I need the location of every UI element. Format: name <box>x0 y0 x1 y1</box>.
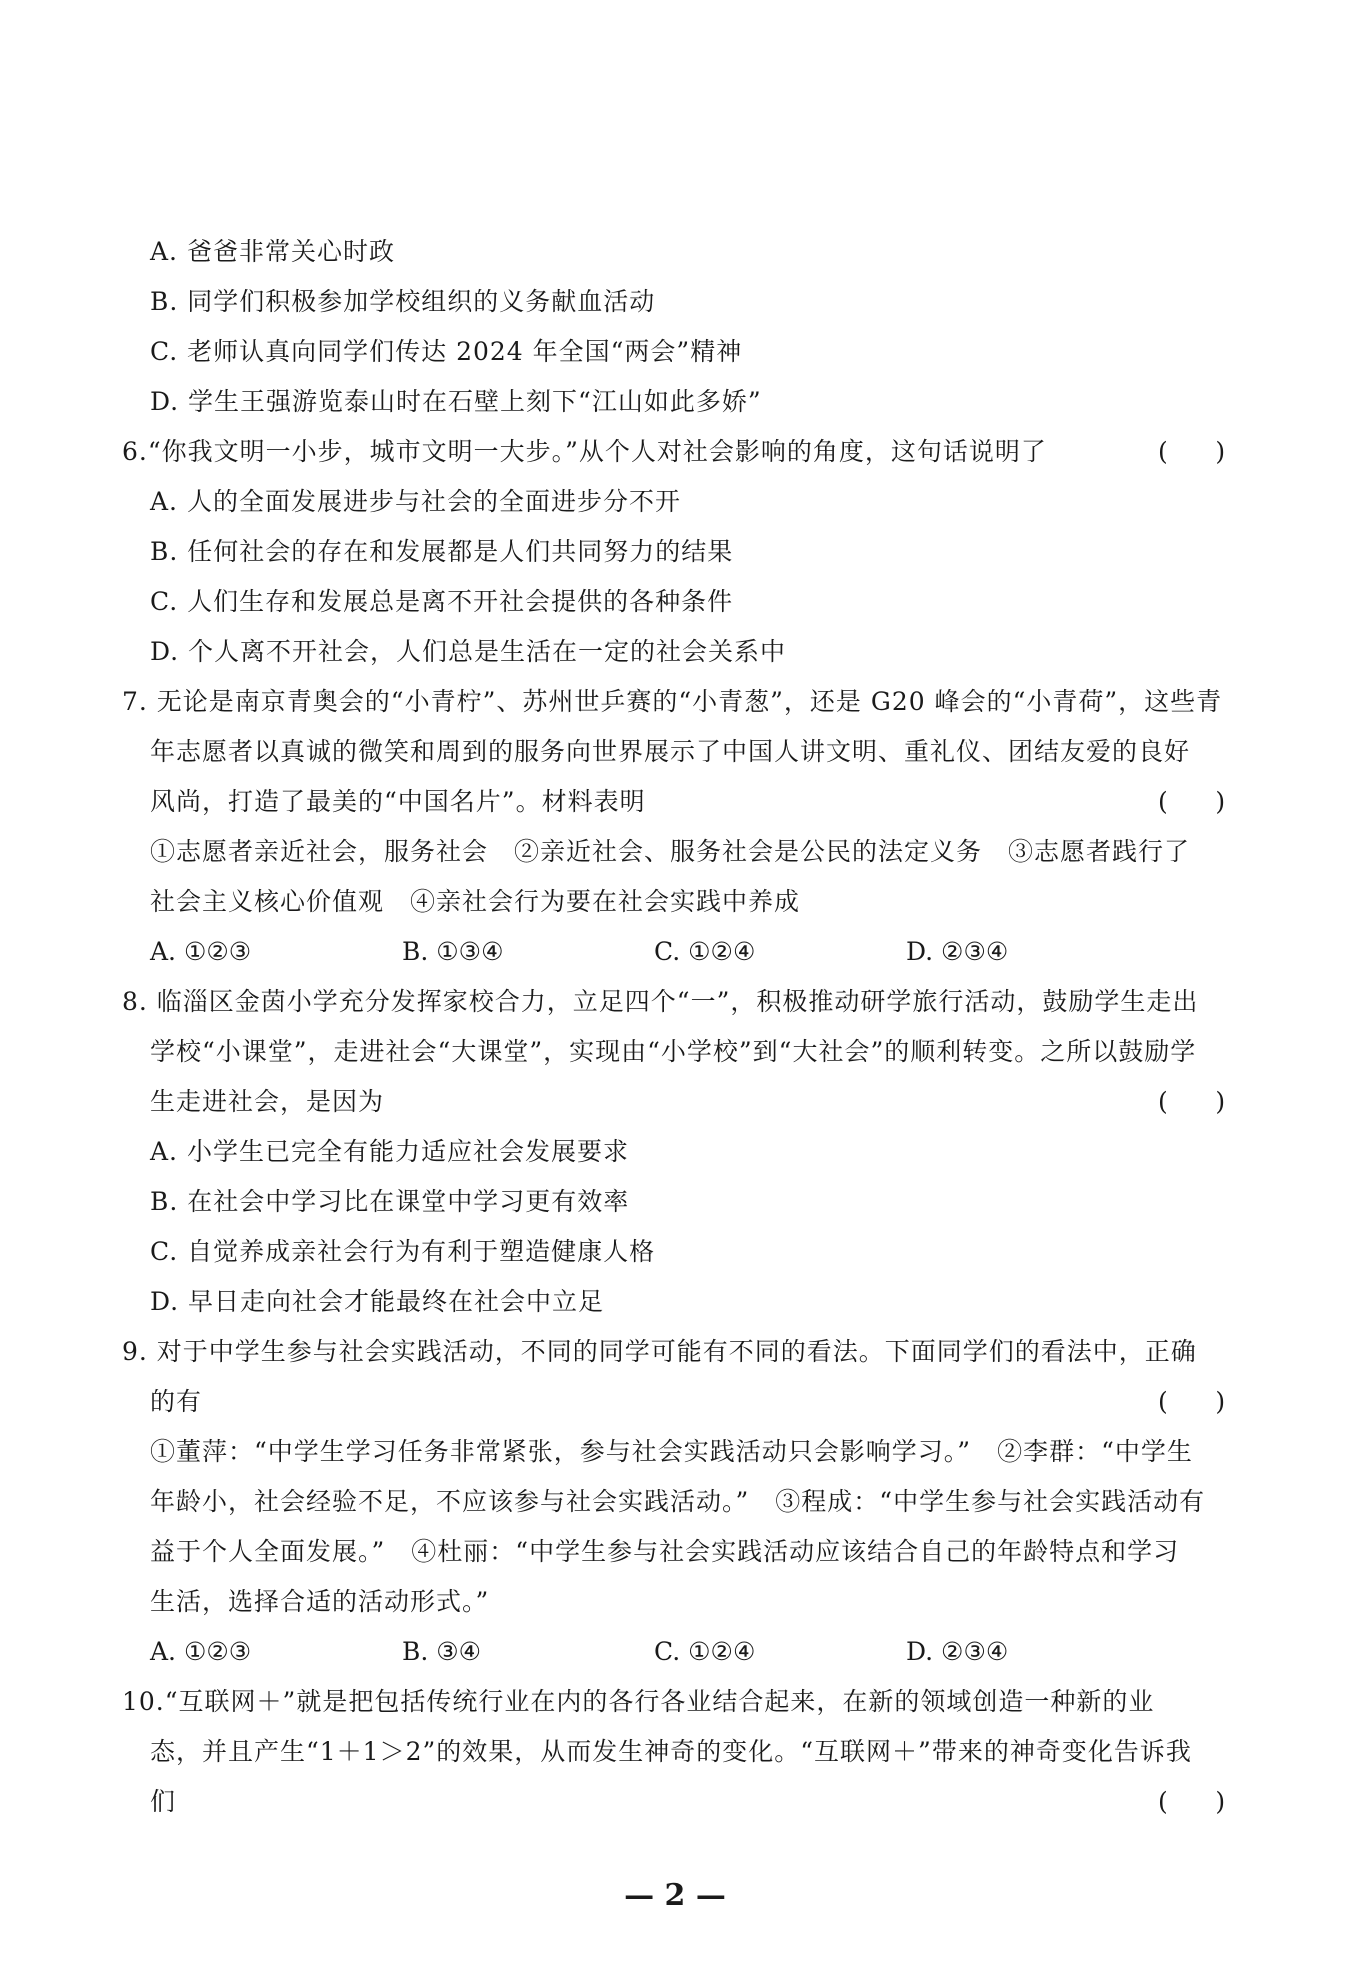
q10-answer-paren: ( ) <box>1158 1787 1226 1816</box>
q9-items-line-1: ①董萍：“中学生学习任务非常紧张，参与社会实践活动只会影响学习。” ②李群：“中学生 <box>150 1437 1193 1466</box>
q6-stem: 6.“你我文明一小步，城市文明一大步。”从个人对社会影响的角度，这句话说明了 <box>122 437 1047 466</box>
q6-option-d: D. 个人离不开社会，人们总是生活在一定的社会关系中 <box>150 637 787 666</box>
q7-option-b: B. ①③④ <box>402 937 504 966</box>
q7-option-a: A. ①②③ <box>150 937 252 966</box>
q7-stem-line-1: 7. 无论是南京青奥会的“小青柠”、苏州世乒赛的“小青葱”，还是 G20 峰会的“小青荷”，这些青 <box>122 687 1223 716</box>
q7-items-line-2: 社会主义核心价值观 ④亲社会行为要在社会实践中养成 <box>150 887 801 916</box>
q8-option-a: A. 小学生已完全有能力适应社会发展要求 <box>150 1137 629 1166</box>
q6-option-c: C. 人们生存和发展总是离不开社会提供的各种条件 <box>150 587 734 616</box>
q8-stem-line-2: 学校“小课堂”，走进社会“大课堂”，实现由“小学校”到“大社会”的顺利转变。之所以鼓励学 <box>150 1037 1197 1066</box>
q9-answer-paren: ( ) <box>1158 1387 1226 1416</box>
q6-answer-paren: ( ) <box>1158 437 1226 466</box>
q6-option-a: A. 人的全面发展进步与社会的全面进步分不开 <box>150 487 681 516</box>
q9-option-c: C. ①②④ <box>654 1637 756 1666</box>
q6-option-b: B. 任何社会的存在和发展都是人们共同努力的结果 <box>150 537 734 566</box>
q9-option-a: A. ①②③ <box>150 1637 252 1666</box>
q8-option-b: B. 在社会中学习比在课堂中学习更有效率 <box>150 1187 630 1216</box>
q10-stem-line-3: 们 <box>150 1787 177 1816</box>
page-number: — 2 — <box>624 1878 726 1913</box>
q5-option-d: D. 学生王强游览泰山时在石壁上刻下“江山如此多娇” <box>150 387 762 416</box>
q9-items-line-2: 年龄小，社会经验不足，不应该参与社会实践活动。” ③程成：“中学生参与社会实践活动有 <box>150 1487 1206 1516</box>
q5-option-c: C. 老师认真向同学们传达 2024 年全国“两会”精神 <box>150 337 743 366</box>
q10-stem-line-2: 态，并且产生“1＋1＞2”的效果，从而发生神奇的变化。“互联网＋”带来的神奇变化告诉我 <box>150 1737 1192 1766</box>
q8-option-c: C. 自觉养成亲社会行为有利于塑造健康人格 <box>150 1237 656 1266</box>
q7-stem-line-2: 年志愿者以真诚的微笑和周到的服务向世界展示了中国人讲文明、重礼仪、团结友爱的良好 <box>150 737 1191 766</box>
q8-option-d: D. 早日走向社会才能最终在社会中立足 <box>150 1287 605 1316</box>
q7-option-c: C. ①②④ <box>654 937 756 966</box>
q10-stem-line-1: 10.“互联网＋”就是把包括传统行业在内的各行各业结合起来，在新的领域创造一种新的业 <box>122 1687 1155 1716</box>
q7-items-line-1: ①志愿者亲近社会，服务社会 ②亲近社会、服务社会是公民的法定义务 ③志愿者践行了 <box>150 837 1191 866</box>
q8-stem-line-1: 8. 临淄区金茵小学充分发挥家校合力，立足四个“一”，积极推动研学旅行活动，鼓励学生走出 <box>122 987 1199 1016</box>
q9-option-d: D. ②③④ <box>906 1637 1009 1666</box>
q8-answer-paren: ( ) <box>1158 1087 1226 1116</box>
q9-items-line-3: 益于个人全面发展。” ④杜丽：“中学生参与社会实践活动应该结合自己的年龄特点和学习 <box>150 1537 1180 1566</box>
q5-option-b: B. 同学们积极参加学校组织的义务献血活动 <box>150 287 656 316</box>
q7-stem-line-3: 风尚，打造了最美的“中国名片”。材料表明 <box>150 787 646 816</box>
q7-option-d: D. ②③④ <box>906 937 1009 966</box>
q9-option-b: B. ③④ <box>402 1637 482 1666</box>
q7-answer-paren: ( ) <box>1158 787 1226 816</box>
q8-stem-line-3: 生走进社会，是因为 <box>150 1087 385 1116</box>
q9-stem-line-2: 的有 <box>150 1387 203 1416</box>
q5-option-a: A. 爸爸非常关心时政 <box>150 237 395 266</box>
q9-items-line-4: 生活，选择合适的活动形式。” <box>150 1587 490 1616</box>
q9-stem-line-1: 9. 对于中学生参与社会实践活动，不同的同学可能有不同的看法。下面同学们的看法中，正确 <box>122 1337 1197 1366</box>
